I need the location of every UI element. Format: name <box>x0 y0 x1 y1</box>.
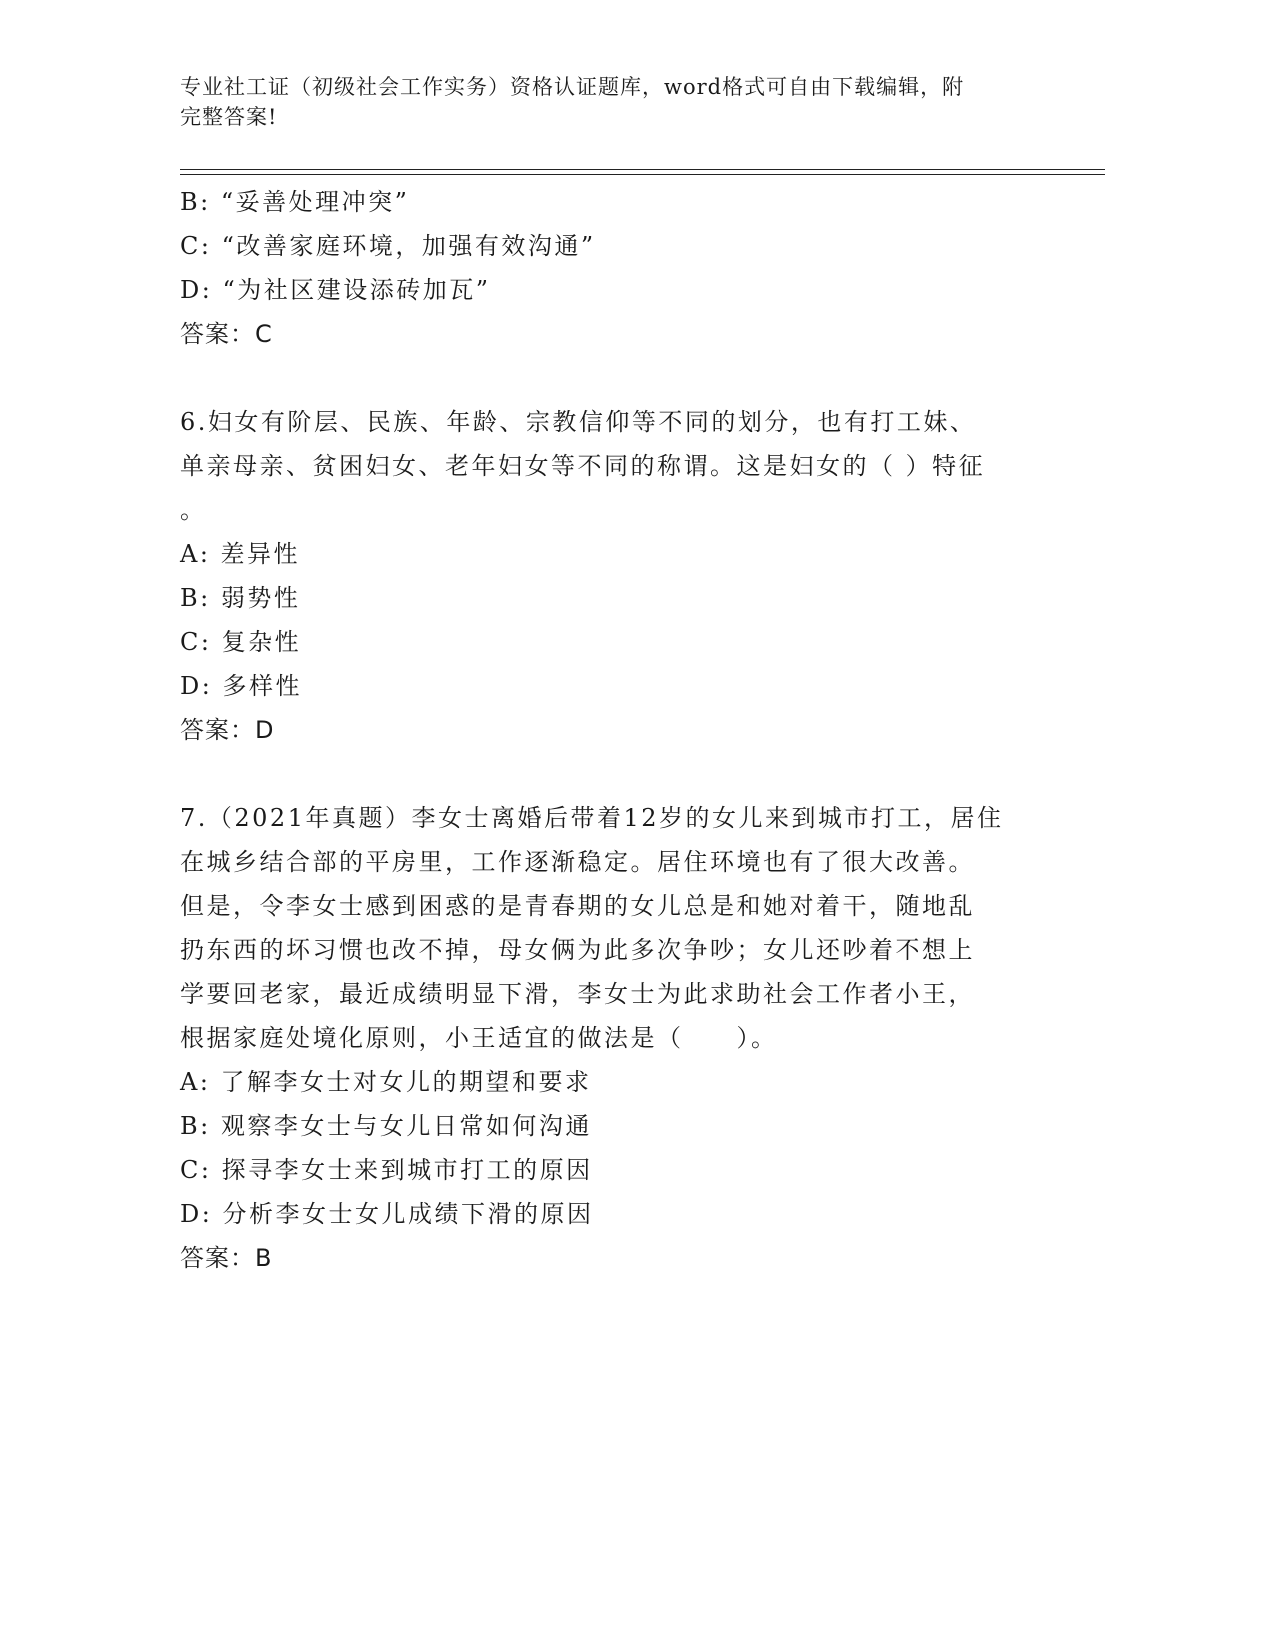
question-content <box>180 180 1080 1280</box>
question-6 <box>180 400 1080 752</box>
option-d: D: “为社区建设添砖加瓦” <box>180 276 491 304</box>
question-stem <box>180 796 1080 1060</box>
header-line-1: 专业社工证（初级社会工作实务）资格认证题库，word格式可自由下载编辑，附 <box>180 75 965 99</box>
option-a: A: 了解李女士对女儿的期望和要求 <box>180 1068 592 1096</box>
option-d: D: 多样性 <box>180 672 302 700</box>
stem-line: 扔东西的坏习惯也改不掉，母女俩为此多次争吵；女儿还吵着不想上 <box>180 936 975 964</box>
spacer <box>180 752 1080 796</box>
option-c: C: 复杂性 <box>180 628 302 656</box>
stem-line: 学要回老家，最近成绩明显下滑，李女士为此求助社会工作者小王， <box>180 980 975 1008</box>
option-b: B: 观察李女士与女儿日常如何沟通 <box>180 1112 592 1140</box>
header-divider-top <box>180 169 1105 170</box>
question-stem <box>180 400 1080 532</box>
spacer <box>180 356 1080 400</box>
stem-line: 但是，令李女士感到困惑的是青春期的女儿总是和她对着干，随地乱 <box>180 892 975 920</box>
option-c: C: “改善家庭环境，加强有效沟通” <box>180 232 596 260</box>
document-header <box>180 72 1060 132</box>
stem-line: 在城乡结合部的平房里，工作逐渐稳定。居住环境也有了很大改善。 <box>180 848 975 876</box>
stem-line: 根据家庭处境化原则，小王适宜的做法是（ ）。 <box>180 1024 778 1052</box>
answer: 答案：D <box>180 716 275 744</box>
stem-line: 6.妇女有阶层、民族、年龄、宗教信仰等不同的划分，也有打工妹、 <box>180 408 977 436</box>
header-line-2: 完整答案! <box>180 105 278 129</box>
stem-line: 。 <box>180 496 207 524</box>
option-b: B: “妥善处理冲突” <box>180 188 410 216</box>
option-d: D: 分析李女士女儿成绩下滑的原因 <box>180 1200 594 1228</box>
question-7 <box>180 796 1080 1280</box>
header-divider-bottom <box>180 174 1105 175</box>
answer: 答案：C <box>180 320 273 348</box>
option-c: C: 探寻李女士来到城市打工的原因 <box>180 1156 593 1184</box>
option-b: B: 弱势性 <box>180 584 301 612</box>
option-a: A: 差异性 <box>180 540 301 568</box>
stem-line: 7.（2021年真题）李女士离婚后带着12岁的女儿来到城市打工，居住 <box>180 804 1004 832</box>
prev-question <box>180 180 1080 356</box>
answer: 答案：B <box>180 1244 273 1272</box>
stem-line: 单亲母亲、贫困妇女、老年妇女等不同的称谓。这是妇女的（ ）特征 <box>180 452 986 480</box>
